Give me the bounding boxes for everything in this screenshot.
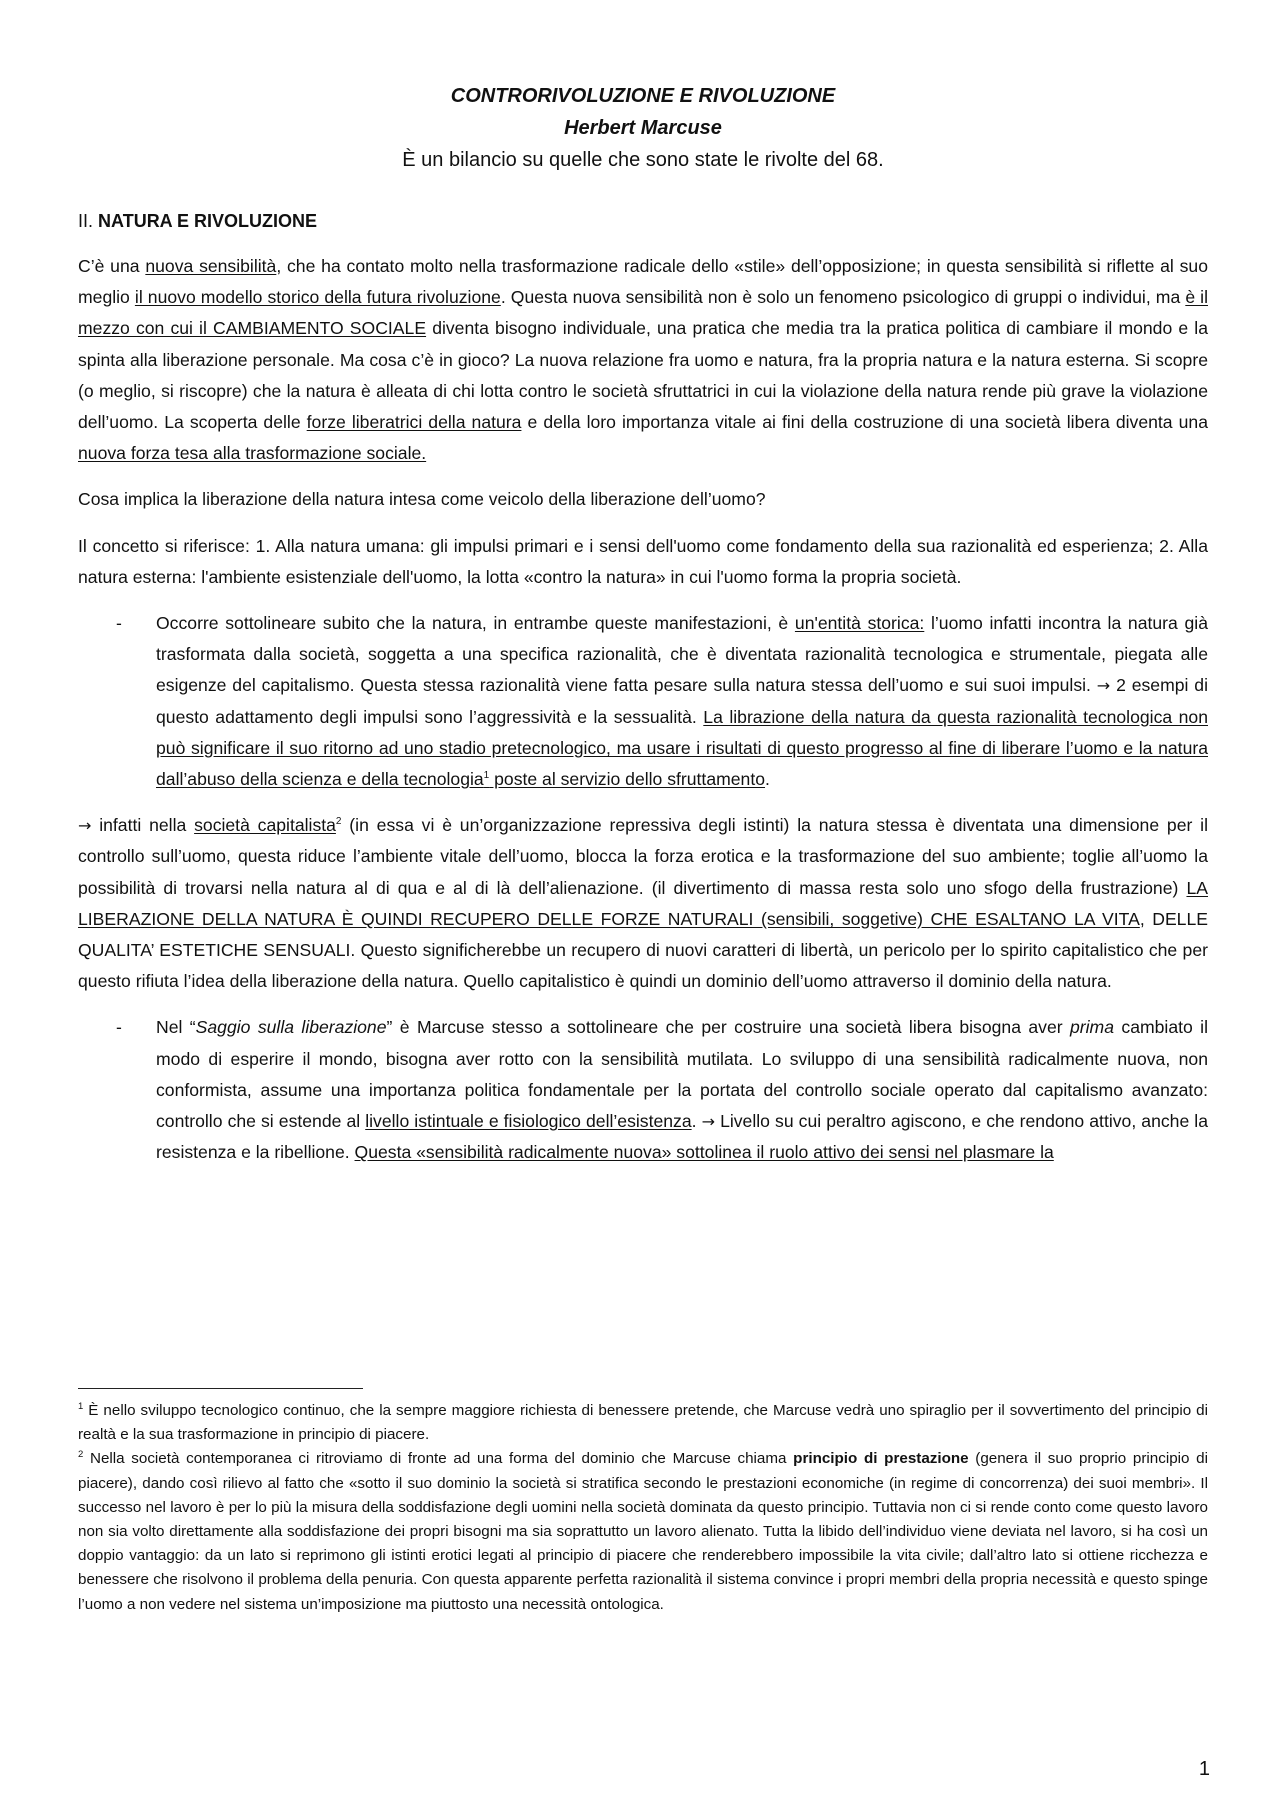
text-run: . <box>765 769 770 790</box>
underlined-text: nuova sensibilità <box>145 256 277 276</box>
underlined-text: livello istintuale e fisiologico dell’esistenza <box>365 1111 692 1132</box>
footnote-text: È nello sviluppo tecnologico continuo, che la sempre maggiore richiesta di benessere pretende, che Marcuse vedrà uno spiraglio per il sovvertimento del principio di realtà e la sua trasformazione in principio di piacere. <box>78 1402 1208 1444</box>
text-run: 2 esempi di questo adattamento degli impulsi sono l’aggressività e la sessualità. <box>156 675 1208 727</box>
footnote-reference-2[interactable]: 2 <box>335 816 342 828</box>
underlined-text: Questa «sensibilità radicalmente nuova» sottolinea il ruolo attivo dei sensi nel plasmare la <box>354 1142 1054 1163</box>
arrow-icon: → <box>78 816 92 836</box>
footnote-mark-1: 1 <box>78 1400 84 1412</box>
paragraph-4 <box>78 810 1208 997</box>
bullet-item-2 <box>78 1012 1208 1168</box>
text-run: Livello su cui peraltro agiscono, e che rendono attivo, anche la resistenza e la ribellione. <box>156 1111 1208 1163</box>
document-author: Herbert Marcuse <box>564 117 722 139</box>
section-title: NATURA E RIVOLUZIONE <box>98 211 318 231</box>
paragraph-2: Cosa implica la liberazione della natura intesa come veicolo della liberazione dell’uomo? <box>78 489 766 510</box>
underlined-text: forze liberatrici della natura <box>306 412 522 433</box>
bullet-dash: - <box>116 613 122 634</box>
text-run: . <box>691 1111 702 1132</box>
footnote-2 <box>78 1447 1208 1616</box>
text-run: . Questa nuova sensibilità non è solo un fenomeno psicologico di gruppi o individui, ma <box>500 287 1186 308</box>
text-run: diventa bisogno individuale, una pratica che media tra la pratica politica di cambiare il mondo e la spinta alla liberazione personale. Ma cosa c’è in gioco? La nuova relazione fra uomo e natura, fra la propria natura e la natura esterna. Si scopre (o meglio, si riscopre) che la natura è alleata di chi lotta contro le società sfruttatrici in cui la violazione della natura rende più grave la violazione dell’uomo. La scoperta delle <box>78 318 1208 433</box>
underlined-text: LA LIBERAZIONE DELLA NATURA È QUINDI RECUPERO DELLE FORZE NATURALI (sensibili, soggetive) CHE ESALTANO LA VITA <box>78 877 1208 929</box>
text-run: Occorre sottolineare subito che la natura, in entrambe queste manifestazioni, è <box>156 613 795 634</box>
italic-text: prima <box>1070 1017 1114 1038</box>
text-run: infatti nella <box>91 815 195 836</box>
underlined-text: società capitalista <box>194 815 336 836</box>
text-run: e della loro importanza vitale ai fini della costruzione di una società libera diventa una <box>521 412 1209 433</box>
main-content <box>78 80 1208 1168</box>
underlined-text: poste al servizio dello sfruttamento <box>489 769 766 790</box>
arrow-icon: → <box>1096 676 1111 696</box>
underlined-text: nuova forza tesa alla trasformazione sociale. <box>78 443 427 464</box>
underlined-text: è il mezzo con cui il CAMBIAMENTO SOCIALE <box>78 287 1208 339</box>
paragraph-1 <box>78 251 1208 469</box>
underlined-text: La librazione della natura da questa razionalità tecnologica non può significare il suo ritorno ad uno stadio pretecnologico, ma usare i risultati di questo progresso al fine di liberare l’uomo e la natura dall’abuso della scienza e della tecnologia <box>156 706 1208 790</box>
page-number: 1 <box>1198 1758 1210 1780</box>
text-run: C’è una <box>78 256 146 276</box>
underlined-text: il nuovo modello storico della futura rivoluzione <box>134 287 501 308</box>
section-number: II. <box>78 211 94 231</box>
footnote-reference-1[interactable]: 1 <box>483 770 490 782</box>
italic-text: Saggio sulla liberazione <box>195 1017 387 1038</box>
document-title: CONTRORIVOLUZIONE E RIVOLUZIONE <box>450 85 836 107</box>
arrow-icon: → <box>701 1112 715 1132</box>
bullet-item-1 <box>78 608 1208 795</box>
paragraph-3: Il concetto si riferisce: 1. Alla natura umana: gli impulsi primari e i sensi dell'uomo come fondamento della sua razionalità ed esperienza; 2. Alla natura esterna: l'ambiente esistenziale dell'uomo, la lotta «contro la natura» in cui l'uomo forma la propria società. <box>78 535 1208 587</box>
underlined-text: un'entità storica: <box>794 613 925 634</box>
document-subtitle: È un bilancio su quelle che sono state le rivolte del 68. <box>402 149 884 171</box>
text-run: cambiato il modo di esperire il mondo, bisogna aver rotto con la sensibilità mutilata. Lo sviluppo di una sensibilità radicalmente nuova, non conformista, assume una importanza politica fondamentale per la portata del controllo sociale operato dal capitalismo avanzato: controllo che si estende al <box>156 1017 1208 1132</box>
text-run: ” è Marcuse stesso a sottolineare che per costruire una società libera bisogna aver <box>386 1017 1070 1038</box>
footnote-separator <box>78 1388 363 1389</box>
text-run: , DELLE QUALITA’ ESTETICHE SENSUALI. Questo significherebbe un recupero di nuovi caratteri di libertà, un pericolo per lo spirito capitalistico che per questo rifiuta l’idea della liberazione della natura. Quello capitalistico è quindi un dominio dell’uomo attraverso il dominio della natura. <box>78 908 1208 992</box>
footnote-1 <box>78 1399 1208 1447</box>
footnotes-section <box>78 1388 1208 1617</box>
footnote-text: (genera il suo proprio principio di piacere), dando così rilievo al fatto che «sotto il suo dominio la società si stratifica secondo le prestazioni economiche (in regime di concorrenza) dei suoi membri». Il successo nel lavoro è per lo più la misura della soddisfazione degli uomini nella società dominata da questo principio. Tuttavia non ci si rende conto come questo lavoro non sia volto direttamente alla soddisfazione dei propri bisogni ma sia soprattutto un lavoro alienato. Tutta la libido dell’individuo viene deviata nel lavoro, si ha così un doppio vantaggio: da un lato si reprimono gli istinti erotici legati al principio di piacere che renderebbero impossibile la vita civile; dall’altro lato si ottiene ricchezza e benessere che risolvono il problema della penuria. Con questa apparente perfetta razionalità il sistema convince i propri membri della propria necessità e questo spinge l’uomo a non vedere nel sistema un’imposizione ma piuttosto una necessità ontologica. <box>78 1450 1208 1613</box>
footnote-mark-2: 2 <box>78 1449 84 1461</box>
footnote-text: Nella società contemporanea ci ritroviamo di fronte ad una forma del dominio che Marcuse chiama <box>83 1450 794 1468</box>
bold-text: principio di prestazione <box>793 1450 969 1468</box>
section-heading <box>78 206 1208 236</box>
text-run: , che ha contato molto nella trasformazione radicale dello «stile» dell’opposizione; in questa sensibilità si riflette al suo meglio <box>78 256 1208 308</box>
bullet-dash: - <box>116 1017 122 1038</box>
text-run: Nel “ <box>156 1017 196 1038</box>
text-run: l’uomo infatti incontra la natura già trasformata dalla società, soggetta a una specifica razionalità, che è diventata razionalità tecnologica e strumentale, piegata alle esigenze del capitalismo. Questa stessa razionalità viene fatta pesare sulla natura stessa dell’uomo e sui suoi impulsi. <box>156 613 1208 696</box>
text-run: (in essa vi è un’organizzazione repressiva degli istinti) la natura stessa è diventata una dimensione per il controllo sull’uomo, questa riduce l’ambiente vitale dell’uomo, blocca la forza erotica e la trasformazione del suo ambiente; toglie all’uomo la possibilità di trovarsi nella natura al di qua e al di là dell’alienazione. (il divertimento di massa resta solo uno sfogo della frustrazione) <box>78 815 1208 898</box>
